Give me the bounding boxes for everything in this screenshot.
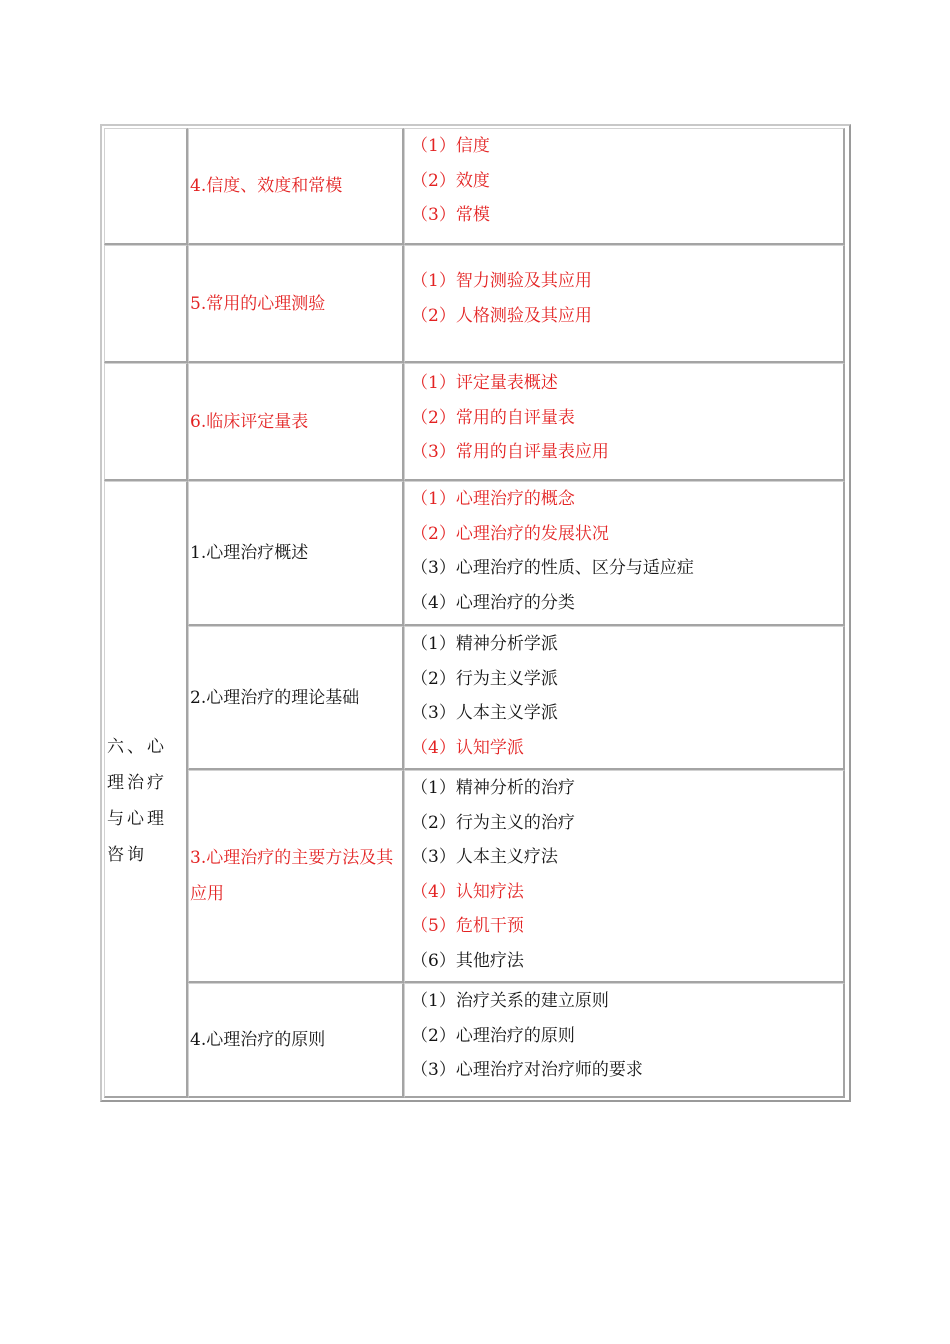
content-item: （3）人本主义学派 xyxy=(411,703,558,723)
content-item: （1）评定量表概述 xyxy=(411,373,558,393)
content-item: （3）心理治疗的性质、区分与适应症 xyxy=(411,558,694,578)
topic-label: 2.心理治疗的理论基础 xyxy=(190,687,360,708)
content-cell xyxy=(404,128,845,245)
topic-label: 5.常用的心理测验 xyxy=(190,293,326,314)
content-item: （2）效度 xyxy=(411,170,490,191)
content-item: （1）治疗关系的建立原则 xyxy=(411,991,609,1011)
content-item: （2）行为主义学派 xyxy=(411,668,558,689)
content-item: （6）其他疗法 xyxy=(411,950,524,971)
content-item: （1）精神分析学派 xyxy=(411,634,558,654)
content-item: （2）行为主义的治疗 xyxy=(411,812,575,833)
content-item: （3）人本主义疗法 xyxy=(411,847,558,867)
content-item: （1）智力测验及其应用 xyxy=(411,271,592,291)
content-item: （5）危机干预 xyxy=(411,916,524,936)
chapter-title: 六、心理治疗与心理咨询 xyxy=(107,737,167,865)
content-cell xyxy=(404,626,845,770)
content-item: （4）心理治疗的分类 xyxy=(411,592,575,613)
content-item: （1）精神分析的治疗 xyxy=(411,778,575,798)
topic-label: 4.信度、效度和常模 xyxy=(190,176,343,196)
content-item: （2）人格测验及其应用 xyxy=(411,305,592,326)
topic-cell xyxy=(188,128,404,245)
chapter-6-cell xyxy=(104,481,188,1098)
content-item: （3）常模 xyxy=(411,205,490,225)
topic-cell xyxy=(188,245,404,363)
content-item: （4）认知学派 xyxy=(411,737,524,758)
content-cell xyxy=(404,983,845,1098)
content-cell xyxy=(404,245,845,363)
content-item: （1）心理治疗的概念 xyxy=(411,489,575,509)
content-item: （1）信度 xyxy=(411,136,490,156)
content-cell xyxy=(404,363,845,481)
topic-cell xyxy=(188,481,404,626)
content-cell xyxy=(404,770,845,983)
content-item: （2）心理治疗的发展状况 xyxy=(411,523,609,544)
topic-label: 3.心理治疗的主要方法及其应用 xyxy=(190,848,394,904)
chapter-cell-empty xyxy=(104,245,188,363)
content-item: （3）心理治疗对治疗师的要求 xyxy=(411,1060,643,1080)
topic-cell xyxy=(188,363,404,481)
topic-label: 6.临床评定量表 xyxy=(190,411,309,432)
content-item: （4）认知疗法 xyxy=(411,881,524,902)
content-item: （2）心理治疗的原则 xyxy=(411,1025,575,1046)
content-cell xyxy=(404,481,845,626)
chapter-cell-empty xyxy=(104,128,188,245)
topic-cell xyxy=(188,983,404,1098)
topic-label: 1.心理治疗概述 xyxy=(190,543,309,563)
chapter-cell-empty xyxy=(104,363,188,481)
topic-label: 4.心理治疗的原则 xyxy=(190,1030,326,1050)
topic-cell xyxy=(188,770,404,983)
content-item: （3）常用的自评量表应用 xyxy=(411,442,609,462)
content-item: （2）常用的自评量表 xyxy=(411,407,575,428)
topic-cell xyxy=(188,626,404,770)
